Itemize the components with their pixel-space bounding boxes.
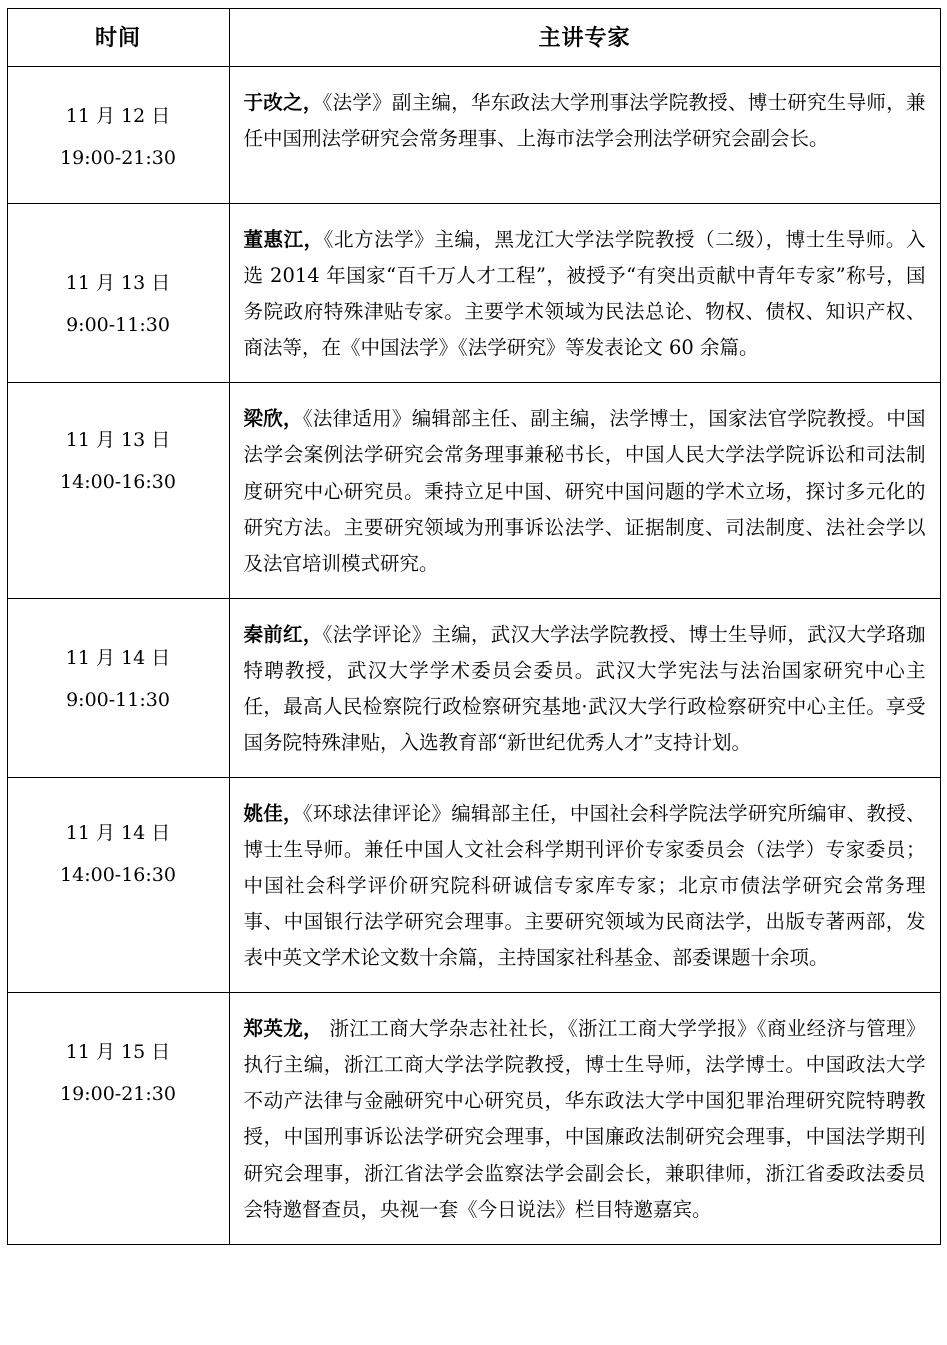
date-text: 11 月 14 日: [65, 821, 171, 844]
time-range-text: 9:00-11:30: [66, 314, 170, 337]
expert-name: 姚佳，: [243, 801, 303, 825]
time-range-text: 19:00-21:30: [60, 1083, 176, 1106]
expert-name: 董惠江，: [243, 228, 324, 252]
date-text: 11 月 14 日: [65, 646, 171, 669]
time-cell: [7, 383, 229, 598]
expert-bio: 《环球法律评论》编辑部主任，中国社会科学院法学研究所编审、教授、博士生导师。兼任中国人文社会科学期刊评价专家委员会（法学）专家委员；中国社会科学评价研究院科研诚信专家库专家；北京市债法学研究会常务理事、中国银行法学研究会理事。主要研究领域为民商法学，出版专著两部，发表中英文学术论文数十余篇，主持国家社科基金、部委课题十余项。: [243, 801, 926, 970]
expert-cell: [229, 67, 940, 204]
expert-bio: 浙江工商大学杂志社社长，《浙江工商大学学报》《商业经济与管理》执行主编，浙江工商大学法学院教授，博士生导师，法学博士。中国政法大学不动产法律与金融研究中心研究员，华东政法大学中国犯罪治理研究院特聘教授，中国刑事诉讼法学研究会理事，中国廉政法制研究会理事，中国法学期刊研究会理事，浙江省法学会监察法学会副会长，兼职律师，浙江省委政法委员会特邀督查员，央视一套《今日说法》栏目特邀嘉宾。: [243, 1017, 926, 1221]
expert-cell: [229, 598, 940, 777]
expert-cell: [229, 777, 940, 992]
expert-cell: [229, 993, 940, 1244]
lecture-schedule-table: [7, 8, 941, 1245]
table-row: [7, 204, 940, 383]
time-range-text: 9:00-11:30: [66, 688, 170, 711]
expert-bio: 《北方法学》主编，黑龙江大学法学院教授（二级），博士生导师。入选 2014 年国家“百千万人才工程”，被授予“有突出贡献中青年专家”称号，国务院政府特殊津贴专家。主要学术领域为民法总论、物权、债权、知识产权、商法等，在《中国法学》《法学研究》等发表论文 60 余篇。: [243, 228, 926, 360]
time-cell: [7, 993, 229, 1244]
expert-cell: [229, 204, 940, 383]
expert-name: 秦前红，: [243, 622, 323, 646]
expert-bio: 《法学评论》主编，武汉大学法学院教授、博士生导师，武汉大学珞珈特聘教授，武汉大学学术委员会委员。武汉大学宪法与法治国家研究中心主任，最高人民检察院行政检察研究基地·武汉大学行政检察研究中心主任。享受国务院特殊津贴，入选教育部“新世纪优秀人才”支持计划。: [243, 622, 926, 754]
table-row: [7, 383, 940, 598]
expert-name: 梁欣，: [243, 407, 303, 431]
time-cell: [7, 777, 229, 992]
time-range-text: 19:00-21:30: [60, 146, 176, 169]
table-row: [7, 598, 940, 777]
date-text: 11 月 12 日: [65, 105, 171, 127]
column-header-expert: 主讲专家: [229, 9, 940, 67]
table-row: [7, 993, 940, 1244]
expert-bio: 《法律适用》编辑部主任、副主编，法学博士，国家法官学院教授。中国法学会案例法学研究会常务理事兼秘书长，中国人民大学法学院诉讼和司法制度研究中心研究员。秉持立足中国、研究中国问题的学术立场，探讨多元化的研究方法。主要研究领域为刑事诉讼法学、证据制度、司法制度、法社会学以及法官培训模式研究。: [243, 407, 926, 575]
expert-bio: 《法学》副主编，华东政法大学刑事法学院教授、博士研究生导师，兼任中国刑法学研究会常务理事、上海市法学会刑法学研究会副会长。: [243, 91, 926, 151]
expert-name: 于改之，: [243, 91, 323, 114]
table-row: [7, 777, 940, 992]
date-text: 11 月 13 日: [65, 272, 171, 295]
expert-name: 郑英龙，: [243, 1017, 323, 1041]
expert-cell: [229, 383, 940, 598]
time-range-text: 14:00-16:30: [60, 863, 176, 886]
date-text: 11 月 15 日: [65, 1041, 171, 1064]
time-range-text: 14:00-16:30: [60, 471, 176, 494]
table-header-row: [7, 9, 940, 67]
date-text: 11 月 13 日: [65, 429, 171, 452]
time-cell: [7, 67, 229, 204]
table-row: [7, 67, 940, 204]
time-cell: [7, 204, 229, 383]
column-header-time: 时间: [7, 9, 229, 67]
time-cell: [7, 598, 229, 777]
